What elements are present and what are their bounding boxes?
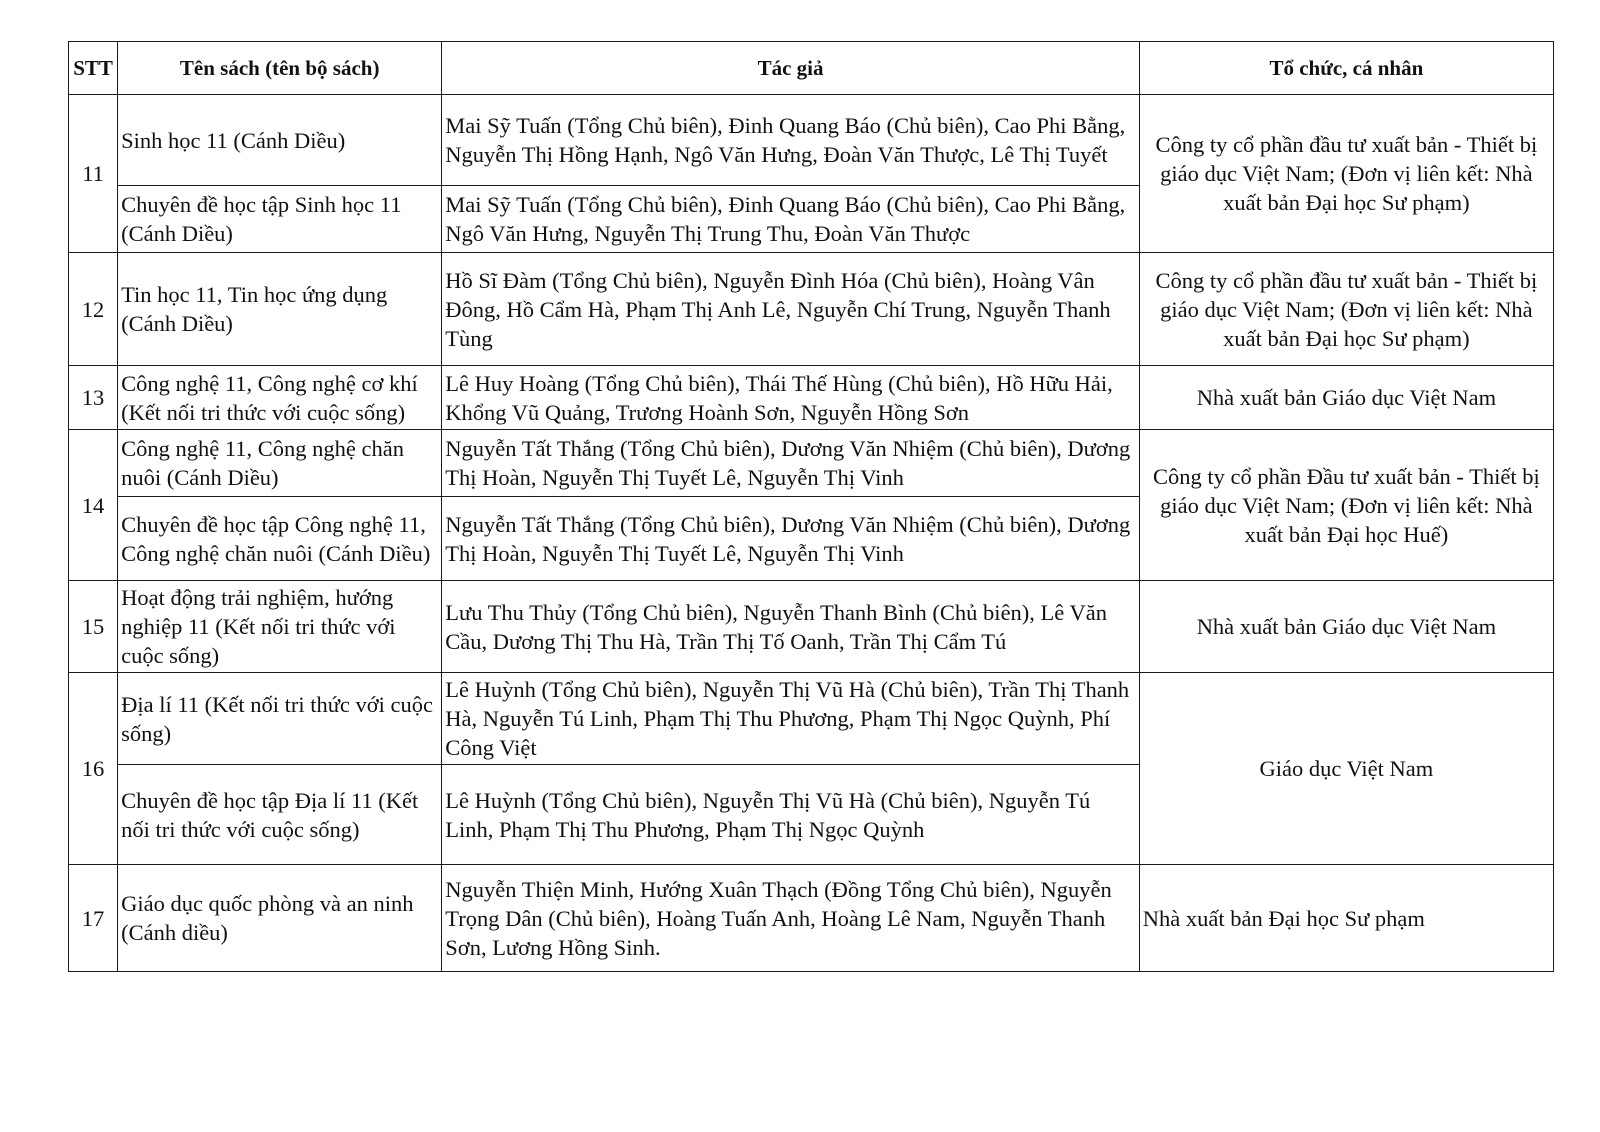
book-name-cell: Địa lí 11 (Kết nối tri thức với cuộc sống) — [118, 673, 442, 765]
table-row — [69, 430, 1554, 497]
stt-cell: 15 — [69, 581, 118, 673]
table-row — [69, 95, 1554, 186]
stt-cell: 14 — [69, 430, 118, 581]
book-name-cell: Chuyên đề học tập Sinh học 11 (Cánh Diều) — [118, 186, 442, 253]
organization-cell: Giáo dục Việt Nam — [1139, 673, 1553, 865]
book-name-cell: Sinh học 11 (Cánh Diều) — [118, 95, 442, 186]
table-row — [69, 253, 1554, 366]
author-cell: Lưu Thu Thủy (Tổng Chủ biên), Nguyễn Thanh Bình (Chủ biên), Lê Văn Cầu, Dương Thị Thu Hà, Trần Thị Tố Oanh, Trần Thị Cẩm Tú — [442, 581, 1140, 673]
stt-cell: 12 — [69, 253, 118, 366]
organization-cell: Nhà xuất bản Giáo dục Việt Nam — [1139, 581, 1553, 673]
author-cell: Mai Sỹ Tuấn (Tổng Chủ biên), Đinh Quang Báo (Chủ biên), Cao Phi Bằng, Ngô Văn Hưng, Nguyễn Thị Trung Thu, Đoàn Văn Thược — [442, 186, 1140, 253]
header-row — [69, 42, 1554, 95]
table-row — [69, 673, 1554, 765]
author-cell: Nguyễn Tất Thắng (Tổng Chủ biên), Dương Văn Nhiệm (Chủ biên), Dương Thị Hoàn, Nguyễn Thị Tuyết Lê, Nguyễn Thị Vinh — [442, 497, 1140, 581]
stt-cell: 16 — [69, 673, 118, 865]
stt-cell: 17 — [69, 865, 118, 972]
book-name-cell: Chuyên đề học tập Công nghệ 11, Công nghệ chăn nuôi (Cánh Diều) — [118, 497, 442, 581]
book-name-cell: Chuyên đề học tập Địa lí 11 (Kết nối tri thức với cuộc sống) — [118, 765, 442, 865]
table-row — [69, 865, 1554, 972]
author-cell: Mai Sỹ Tuấn (Tổng Chủ biên), Đinh Quang Báo (Chủ biên), Cao Phi Bằng, Nguyễn Thị Hồng Hạnh, Ngô Văn Hưng, Đoàn Văn Thược, Lê Thị Tuyết — [442, 95, 1140, 186]
book-name-cell: Hoạt động trải nghiệm, hướng nghiệp 11 (Kết nối tri thức với cuộc sống) — [118, 581, 442, 673]
author-cell: Lê Huy Hoàng (Tổng Chủ biên), Thái Thế Hùng (Chủ biên), Hồ Hữu Hải, Khổng Vũ Quảng, Trương Hoành Sơn, Nguyễn Hồng Sơn — [442, 366, 1140, 430]
book-name-cell: Tin học 11, Tin học ứng dụng (Cánh Diều) — [118, 253, 442, 366]
author-cell: Nguyễn Tất Thắng (Tổng Chủ biên), Dương Văn Nhiệm (Chủ biên), Dương Thị Hoàn, Nguyễn Thị Tuyết Lê, Nguyễn Thị Vinh — [442, 430, 1140, 497]
table-row — [69, 581, 1554, 673]
stt-cell: 11 — [69, 95, 118, 253]
header-book-name: Tên sách (tên bộ sách) — [118, 42, 442, 95]
book-name-cell: Giáo dục quốc phòng và an ninh (Cánh diều) — [118, 865, 442, 972]
stt-cell: 13 — [69, 366, 118, 430]
author-cell: Hồ Sĩ Đàm (Tổng Chủ biên), Nguyễn Đình Hóa (Chủ biên), Hoàng Vân Đông, Hồ Cẩm Hà, Phạm Thị Anh Lê, Nguyễn Chí Trung, Nguyễn Thanh Tùng — [442, 253, 1140, 366]
book-name-cell: Công nghệ 11, Công nghệ cơ khí (Kết nối tri thức với cuộc sống) — [118, 366, 442, 430]
book-name-cell: Công nghệ 11, Công nghệ chăn nuôi (Cánh Diều) — [118, 430, 442, 497]
header-organization: Tổ chức, cá nhân — [1139, 42, 1553, 95]
header-author: Tác giả — [442, 42, 1140, 95]
header-stt: STT — [69, 42, 118, 95]
table-row — [69, 366, 1554, 430]
author-cell: Lê Huỳnh (Tổng Chủ biên), Nguyễn Thị Vũ Hà (Chủ biên), Nguyễn Tú Linh, Phạm Thị Thu Phương, Phạm Thị Ngọc Quỳnh — [442, 765, 1140, 865]
author-cell: Nguyễn Thiện Minh, Hướng Xuân Thạch (Đồng Tổng Chủ biên), Nguyễn Trọng Dân (Chủ biên), Hoàng Tuấn Anh, Hoàng Lê Nam, Nguyễn Thanh Sơn, Lương Hồng Sinh. — [442, 865, 1140, 972]
organization-cell: Nhà xuất bản Giáo dục Việt Nam — [1139, 366, 1553, 430]
organization-cell: Công ty cổ phần đầu tư xuất bản - Thiết bị giáo dục Việt Nam; (Đơn vị liên kết: Nhà xuất bản Đại học Sư phạm) — [1139, 95, 1553, 253]
organization-cell: Công ty cổ phần Đầu tư xuất bản - Thiết bị giáo dục Việt Nam; (Đơn vị liên kết: Nhà xuất bản Đại học Huế) — [1139, 430, 1553, 581]
organization-cell: Công ty cổ phần đầu tư xuất bản - Thiết bị giáo dục Việt Nam; (Đơn vị liên kết: Nhà xuất bản Đại học Sư phạm) — [1139, 253, 1553, 366]
textbook-table — [68, 41, 1554, 972]
organization-cell: Nhà xuất bản Đại học Sư phạm — [1139, 865, 1553, 972]
author-cell: Lê Huỳnh (Tổng Chủ biên), Nguyễn Thị Vũ Hà (Chủ biên), Trần Thị Thanh Hà, Nguyễn Tú Linh, Phạm Thị Thu Phương, Phạm Thị Ngọc Quỳnh, Phí Công Việt — [442, 673, 1140, 765]
